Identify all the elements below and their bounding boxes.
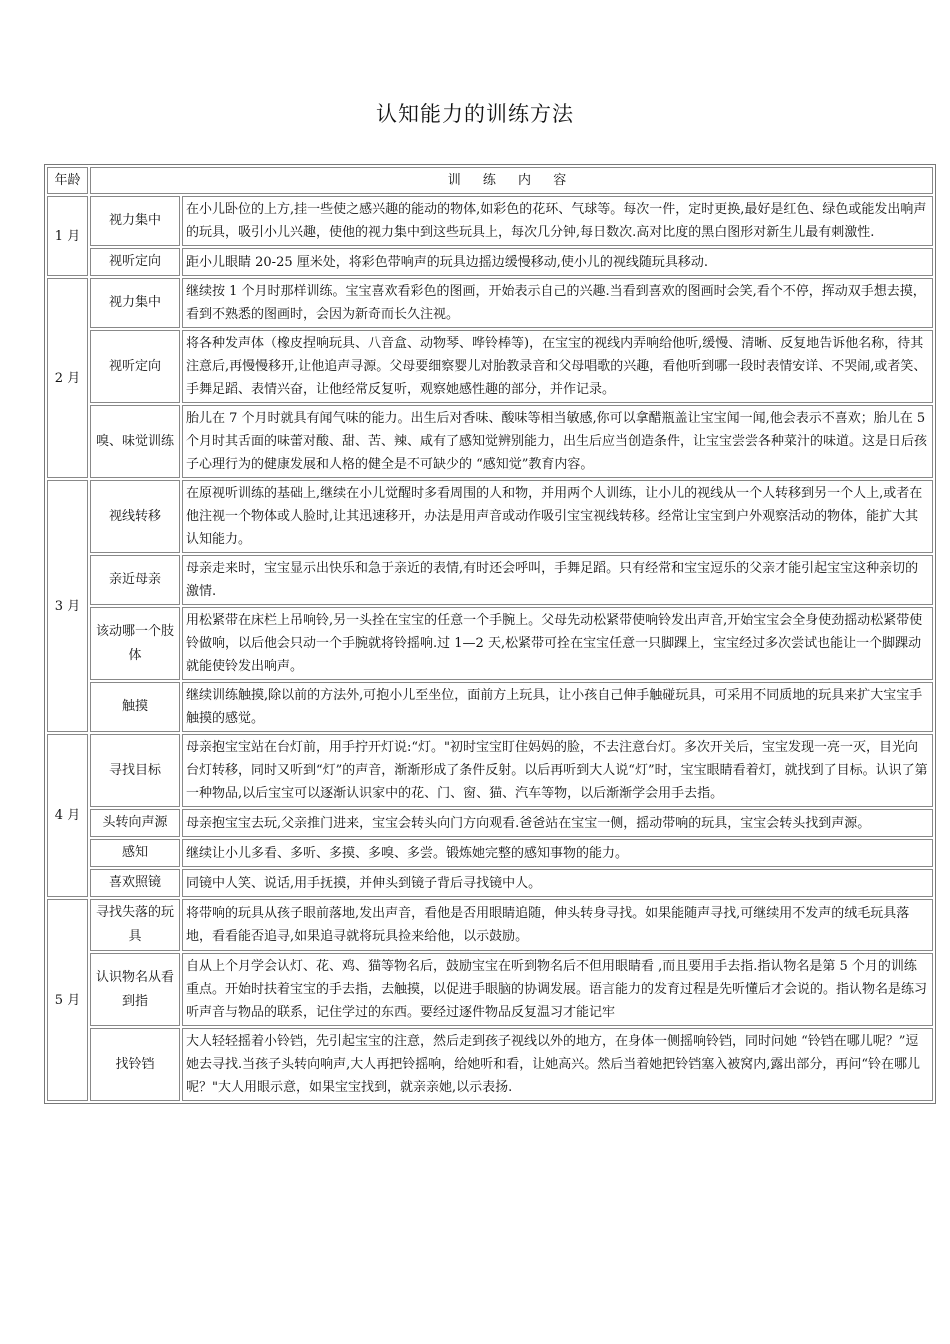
table-row <box>47 899 933 951</box>
table-row <box>47 196 933 246</box>
training-description: 将各种发声体（橡皮捏响玩具、八音盒、动物琴、哗铃棒等)，在宝宝的视线内弄响给他听,缓慢、清晰、反复地告诉他名称，待其注意后,再慢慢移开,让他追声寻源。父母要细察婴儿对胎教录音和父母唱歌的兴趣，看他听到哪一段时表情安详、不哭闹,或者笑、手舞足蹈、表情兴奋，让他经常反复听，观察她感性趣的部分，并作记录。 <box>182 330 933 403</box>
training-item: 该动哪一个肢体 <box>90 607 180 680</box>
table-row <box>47 248 933 276</box>
training-item: 视力集中 <box>90 278 180 328</box>
table-header-row <box>47 167 933 194</box>
training-table <box>44 164 936 1104</box>
table-row <box>47 953 933 1026</box>
training-item: 找铃铛 <box>90 1028 180 1101</box>
document-title: 认知能力的训练方法 <box>376 102 574 126</box>
training-item: 头转向声源 <box>90 809 180 837</box>
training-description: 自从上个月学会认灯、花、鸡、猫等物名后，鼓励宝宝在听到物名后不但用眼睛看 ,而且要用手去指.指认物名是第 5 个月的训练重点。开始时扶着宝宝的手去指，去触摸，以促进手眼脑的协调发展。语言能力的发育过程是先听懂后才会说的。指认物名是练习听声音与物品的联系，记住学过的东西。要经过逐件物品反复温习才能记牢 <box>182 953 933 1026</box>
training-item: 认识物名从看到指 <box>90 953 180 1026</box>
month-label: 2 月 <box>47 278 88 478</box>
training-table-body <box>47 167 933 1101</box>
training-item: 视听定向 <box>90 330 180 403</box>
training-description: 大人轻轻摇着小铃铛，先引起宝宝的注意，然后走到孩子视线以外的地方，在身体一侧摇响铃铛，同时问她 “铃铛在哪儿呢？”逗她去寻找.当孩子头转向响声,大人再把铃摇响，给她听和看，让她高兴。然后当着她把铃铛塞入被窝内,露出部分，再问“铃在哪儿呢？"大人用眼示意，如果宝宝找到，就亲亲她,以示表扬. <box>182 1028 933 1101</box>
training-item: 视听定向 <box>90 248 180 276</box>
training-description: 继续按 1 个月时那样训练。宝宝喜欢看彩色的图画，开始表示自己的兴趣.当看到喜欢的图画时会笑,看个不停，挥动双手想去摸，看到不熟悉的图画时，会因为新奇而长久注视。 <box>182 278 933 328</box>
table-row <box>47 555 933 605</box>
training-item: 寻找失落的玩具 <box>90 899 180 951</box>
training-item: 视力集中 <box>90 196 180 246</box>
table-row <box>47 1028 933 1101</box>
table-row <box>47 809 933 837</box>
table-row <box>47 330 933 403</box>
training-item: 寻找目标 <box>90 734 180 807</box>
header-content: 训 练 内 容 <box>90 167 933 194</box>
training-item: 触摸 <box>90 682 180 732</box>
training-description: 在小儿卧位的上方,挂一些使之感兴趣的能动的物体,如彩色的花环、气球等。每次一件，定时更换,最好是红色、绿色或能发出响声的玩具，吸引小儿兴趣，使他的视力集中到这些玩具上，每次几分钟,每日数次.高对比度的黑白图形对新生儿最有刺激性. <box>182 196 933 246</box>
training-description: 用松紧带在床栏上吊响铃,另一头拴在宝宝的任意一个手腕上。父母先动松紧带使响铃发出声音,开始宝宝会全身使劲摇动松紧带使铃做响，以后他会只动一个手腕就将铃摇响.过 1—2 天,松紧带可拴在宝宝任意一只脚踝上，宝宝经过多次尝试也能让一个脚踝动就能使铃发出响声。 <box>182 607 933 680</box>
training-description: 胎儿在 7 个月时就具有闻气味的能力。出生后对香味、酸味等相当敏感,你可以拿醋瓶盖让宝宝闻一闻,他会表示不喜欢；胎儿在 5 个月时其舌面的味蕾对酸、甜、苦、辣、咸有了感知觉辨别能力，出生后应当创造条件，让宝宝尝尝各种菜汁的味道。这是日后孩子心理行为的健康发展和人格的健全是不可缺少的 “感知觉”教育内容。 <box>182 405 933 478</box>
training-description: 母亲抱宝宝去玩,父亲推门进来，宝宝会转头向门方向观看.爸爸站在宝宝一侧，摇动带响的玩具，宝宝会转头找到声源。 <box>182 809 933 837</box>
training-description: 继续让小儿多看、多听、多摸、多嗅、多尝。锻炼她完整的感知事物的能力。 <box>182 839 933 867</box>
training-description: 继续训练触摸,除以前的方法外,可抱小儿至坐位，面前方上玩具，让小孩自己伸手触碰玩具，可采用不同质地的玩具来扩大宝宝手触摸的感觉。 <box>182 682 933 732</box>
table-row <box>47 278 933 328</box>
header-age: 年龄 <box>47 167 88 194</box>
training-description: 母亲抱宝宝站在台灯前，用手拧开灯说:“灯。"初时宝宝盯住妈妈的脸，不去注意台灯。多次开关后，宝宝发现一亮一灭，目光向台灯转移，同时又听到“灯”的声音，渐渐形成了条件反射。以后再听到大人说“灯”时，宝宝眼睛看着灯，就找到了目标。认识了第一种物品,以后宝宝可以逐渐认识家中的花、门、窗、猫、汽车等物，以后渐渐学会用手去指。 <box>182 734 933 807</box>
month-label: 4 月 <box>47 734 88 897</box>
table-row <box>47 682 933 732</box>
table-row <box>47 607 933 680</box>
training-item: 嗅、味觉训练 <box>90 405 180 478</box>
month-label: 1 月 <box>47 196 88 276</box>
month-label: 3 月 <box>47 480 88 732</box>
month-label: 5 月 <box>47 899 88 1101</box>
training-item: 感知 <box>90 839 180 867</box>
table-row <box>47 869 933 897</box>
table-row <box>47 405 933 478</box>
training-description: 距小儿眼睛 20-25 厘米处，将彩色带响声的玩具边摇边缓慢移动,使小儿的视线随玩具移动. <box>182 248 933 276</box>
table-row <box>47 839 933 867</box>
training-description: 将带响的玩具从孩子眼前落地,发出声音，看他是否用眼睛追随，伸头转身寻找。如果能随声寻找,可继续用不发声的绒毛玩具落地，看看能否追寻,如果追寻就将玩具捡来给他，以示鼓励。 <box>182 899 933 951</box>
training-description: 同镜中人笑、说话,用手抚摸，并伸头到镜子背后寻找镜中人。 <box>182 869 933 897</box>
training-description: 在原视听训练的基础上,继续在小儿觉醒时多看周围的人和物，并用两个人训练，让小儿的视线从一个人转移到另一个人上,或者在他注视一个物体或人脸时,让其迅速移开，办法是用声音或动作吸引宝宝视线转移。经常让宝宝到户外观察活动的物体，能扩大其认知能力。 <box>182 480 933 553</box>
training-item: 喜欢照镜 <box>90 869 180 897</box>
training-item: 视线转移 <box>90 480 180 553</box>
table-row <box>47 480 933 553</box>
table-row <box>47 734 933 807</box>
training-description: 母亲走来时，宝宝显示出快乐和急于亲近的表情,有时还会呼叫，手舞足蹈。只有经常和宝宝逗乐的父亲才能引起宝宝这种亲切的激情. <box>182 555 933 605</box>
training-item: 亲近母亲 <box>90 555 180 605</box>
